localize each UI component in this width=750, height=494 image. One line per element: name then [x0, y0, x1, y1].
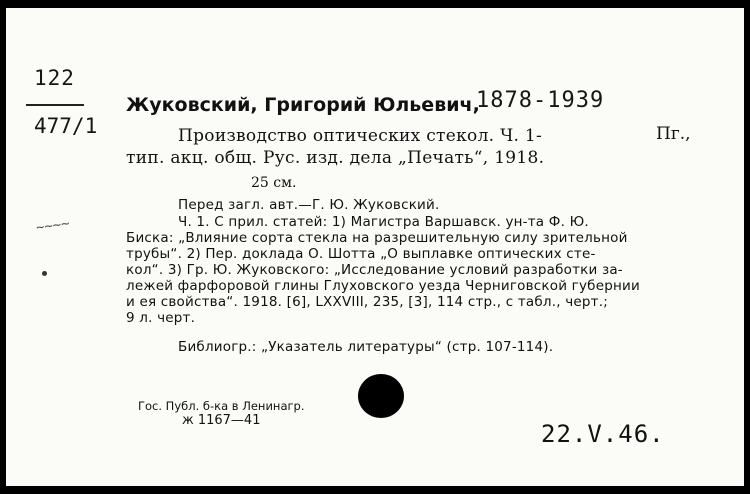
title-line: Производство оптических стекол. Ч. 1-	[178, 126, 543, 146]
inventory-number: ж 1167—41	[182, 413, 261, 428]
catalog-card	[6, 8, 744, 486]
handwritten-date: 22.V.46.	[541, 420, 665, 448]
call-number-bottom: 477/1	[34, 114, 98, 138]
imprint-line: тип. акц. общ. Рус. изд. дела „Печать“, 1918.	[126, 148, 545, 168]
note-line: кол“. 3) Гр. Ю. Жуковского: „Исследование условий разработки за-	[126, 262, 623, 278]
note-line: Биска: „Влияние сорта стекла на разрешительную силу зрительной	[126, 230, 628, 246]
note-line: Ч. 1. С прил. статей: 1) Магистра Варшавск. ун-та Ф. Ю.	[178, 214, 589, 230]
bibliography-note: Библиогр.: „Указатель литературы“ (стр. 107-114).	[178, 339, 554, 355]
note-line: Перед загл. авт.—Г. Ю. Жуковский.	[178, 197, 440, 213]
note-line: трубы“. 2) Пер. доклада О. Шотта „О выплавке оптических сте-	[126, 246, 596, 262]
note-line: 9 л. черт.	[126, 310, 196, 326]
margin-dot	[42, 271, 47, 276]
call-number-divider	[26, 104, 84, 106]
call-number-top: 122	[34, 66, 75, 90]
ink-blot	[358, 374, 404, 418]
author-heading: Жуковский, Григорий Юльевич,	[126, 94, 480, 116]
margin-scrawl: ~~~~	[35, 215, 71, 237]
library-stamp: Гос. Публ. б-ка в Ленинагр.	[138, 399, 305, 413]
size-note: 25 см.	[251, 175, 297, 191]
author-years: 1878-1939	[476, 88, 605, 113]
note-line: лежей фарфоровой глины Глуховского уезда Черниговской губернии	[126, 278, 640, 294]
note-line: и ея свойства“. 1918. [6], LXXVIII, 235, [3], 114 стр., с табл., черт.;	[126, 294, 608, 310]
publication-place: Пг.,	[656, 124, 691, 144]
